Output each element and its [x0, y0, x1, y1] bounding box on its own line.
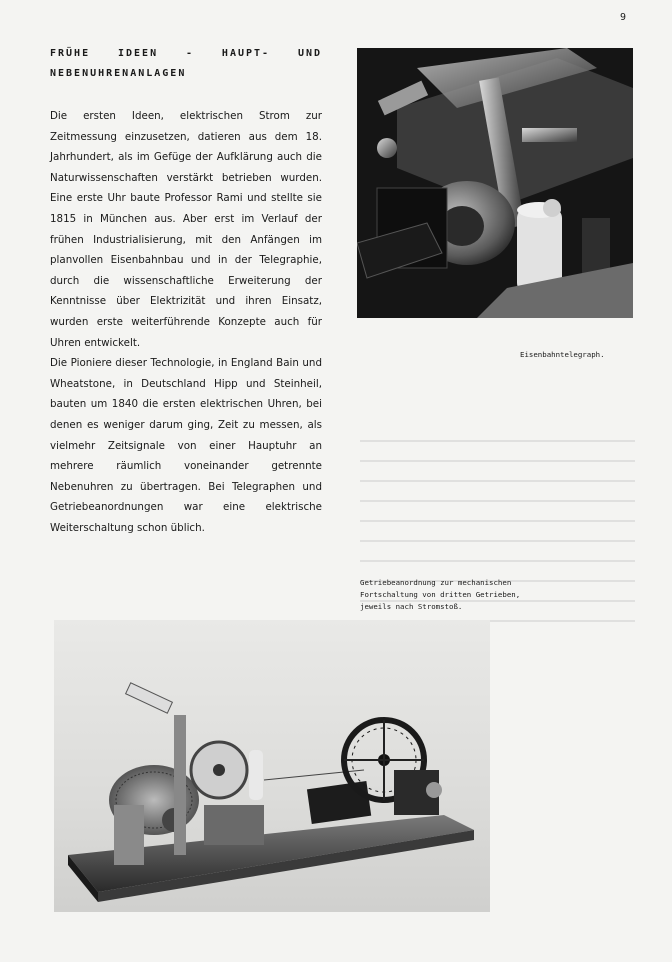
paragraph-1: Die ersten Ideen, elektrischen Strom zur Zeitmessung einzusetzen, datieren aus dem 18. Jahrhundert, als im Gefüge der Aufklärung auch die Naturwissenschaften verstärkt betrieben wurden. Eine erste Uhr baute Professor Rami und stellte sie 1815 in München aus. Aber erst im Verlauf der frühen Industrialisierung, mit den Anfängen im planvollen Eisenbahnbau und in der Telegraphie, durch die wissenschaftliche Erweiterung der Kenntnisse über Elektrizität und ihren Einsatz, wurden erste weiterführende Konzepte auch für Uhren entwickelt.	[50, 110, 322, 349]
gear-arrangement-photo	[54, 620, 490, 912]
caption-line: jeweils nach Stromstoß.	[360, 602, 463, 611]
caption-line: Getriebeanordnung zur mechanischen	[360, 578, 512, 587]
railway-telegraph-photo	[357, 48, 633, 318]
heading-word: IDEEN	[118, 48, 159, 59]
heading-line-2: NEBENUHRENANLAGEN	[50, 68, 187, 79]
caption-gear-arrangement	[360, 577, 620, 613]
heading-word: HAUPT-	[221, 48, 271, 59]
heading-word: UND	[297, 48, 322, 59]
page-number: 9	[620, 12, 627, 23]
section-heading	[50, 44, 322, 84]
paragraph-2: Die Pioniere dieser Technologie, in England Bain und Wheatstone, in Deutschland Hipp und Steinheil, bauten um 1840 die ersten elektrischen Uhren, bei denen es weniger darum ging, Zeit zu messen, als vielmehr Zeitsignale von einer Hauptuhr an mehrere räumlich voneinander getrennte Nebenuhren zu übertragen. Bei Telegraphen und Getriebeanordnungen war eine elektrische Weiterschaltung schon üblich.	[50, 357, 322, 534]
heading-word: FRÜHE	[50, 48, 91, 59]
heading-line-1	[50, 44, 322, 64]
gear-arrangement-illustration	[54, 620, 490, 912]
caption-railway-telegraph: Eisenbahntelegraph.	[520, 350, 605, 359]
article-body	[50, 106, 322, 538]
heading-word: -	[186, 48, 195, 59]
railway-telegraph-illustration	[357, 48, 633, 318]
caption-line: Fortschaltung von dritten Getrieben,	[360, 590, 521, 599]
